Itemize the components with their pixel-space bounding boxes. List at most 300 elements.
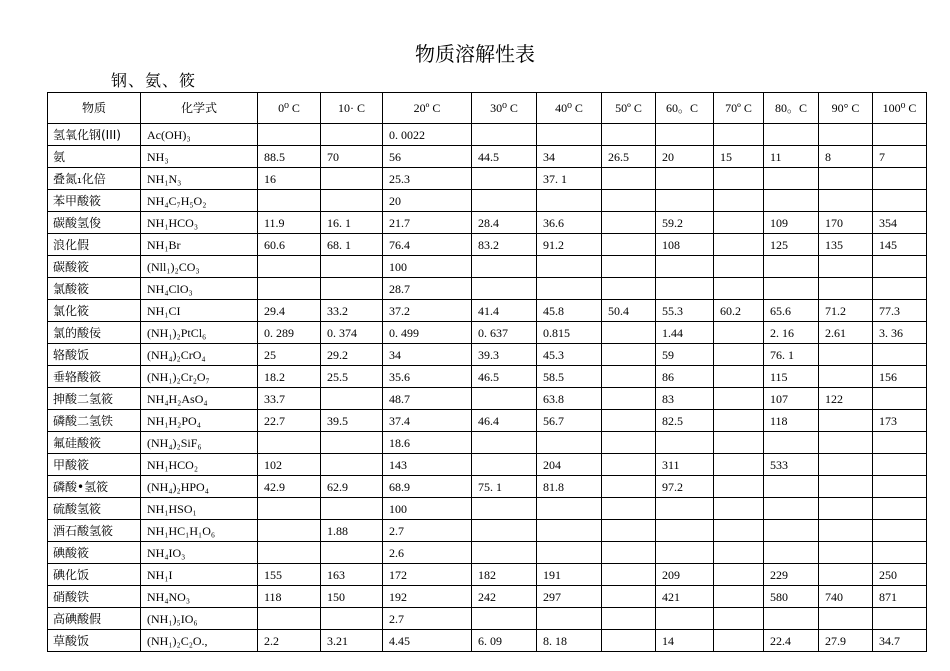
- solubility-cell: 170: [819, 212, 873, 234]
- solubility-cell: [472, 278, 537, 300]
- solubility-cell: 2.6: [383, 542, 472, 564]
- solubility-cell: 2.7: [383, 608, 472, 630]
- solubility-cell: 242: [472, 586, 537, 608]
- solubility-cell: 118: [258, 586, 321, 608]
- solubility-cell: [602, 432, 656, 454]
- solubility-cell: 150: [321, 586, 383, 608]
- substance-name-cell: 氟硅酸筱: [48, 432, 141, 454]
- solubility-cell: [602, 322, 656, 344]
- solubility-cell: [602, 630, 656, 652]
- solubility-cell: 0. 637: [472, 322, 537, 344]
- solubility-cell: 83: [656, 388, 714, 410]
- solubility-cell: [714, 322, 764, 344]
- table-row: [48, 388, 927, 410]
- solubility-cell: 0. 499: [383, 322, 472, 344]
- solubility-cell: 192: [383, 586, 472, 608]
- solubility-cell: [602, 344, 656, 366]
- substance-name-cell: 磷酸•氢筱: [48, 476, 141, 498]
- header-temp-100: 100⁰ C: [873, 93, 927, 124]
- solubility-cell: 48.7: [383, 388, 472, 410]
- solubility-cell: 145: [873, 234, 927, 256]
- solubility-cell: [472, 454, 537, 476]
- table-row: [48, 146, 927, 168]
- solubility-cell: [258, 520, 321, 542]
- solubility-cell: [873, 388, 927, 410]
- solubility-cell: 3.21: [321, 630, 383, 652]
- table-row: [48, 322, 927, 344]
- solubility-cell: 59: [656, 344, 714, 366]
- solubility-cell: [714, 476, 764, 498]
- solubility-cell: [602, 564, 656, 586]
- solubility-cell: [714, 432, 764, 454]
- solubility-cell: [714, 542, 764, 564]
- substance-name-cell: 硫酸氢筱: [48, 498, 141, 520]
- solubility-cell: 18.2: [258, 366, 321, 388]
- solubility-cell: 34.7: [873, 630, 927, 652]
- table-row: [48, 300, 927, 322]
- solubility-cell: [764, 608, 819, 630]
- solubility-cell: 88.5: [258, 146, 321, 168]
- solubility-cell: 156: [873, 366, 927, 388]
- substance-name-cell: 垂辂酸筱: [48, 366, 141, 388]
- solubility-cell: 28.4: [472, 212, 537, 234]
- table-row: [48, 168, 927, 190]
- solubility-cell: [472, 190, 537, 212]
- solubility-cell: 0.815: [537, 322, 602, 344]
- solubility-cell: 0. 289: [258, 322, 321, 344]
- solubility-cell: 56.7: [537, 410, 602, 432]
- substance-name-cell: 硝酸铁: [48, 586, 141, 608]
- solubility-cell: [714, 564, 764, 586]
- solubility-cell: 33.7: [258, 388, 321, 410]
- substance-name-cell: 碳酸氢俊: [48, 212, 141, 234]
- solubility-cell: [819, 124, 873, 146]
- header-temp-0: 0⁰ C: [258, 93, 321, 124]
- solubility-cell: [321, 542, 383, 564]
- solubility-cell: 34: [537, 146, 602, 168]
- solubility-cell: [714, 190, 764, 212]
- solubility-cell: [764, 498, 819, 520]
- solubility-cell: [764, 168, 819, 190]
- solubility-cell: 3. 36: [873, 322, 927, 344]
- solubility-cell: [537, 278, 602, 300]
- substance-name-cell: 高碘酸假: [48, 608, 141, 630]
- solubility-cell: [321, 124, 383, 146]
- solubility-cell: [764, 256, 819, 278]
- page-subtitle: 钢、氨、筱: [111, 71, 197, 90]
- solubility-cell: [819, 366, 873, 388]
- solubility-cell: 65.6: [764, 300, 819, 322]
- solubility-cell: 191: [537, 564, 602, 586]
- solubility-cell: 102: [258, 454, 321, 476]
- solubility-cell: 39.3: [472, 344, 537, 366]
- solubility-cell: 45.8: [537, 300, 602, 322]
- formula-cell: (NH₄)₂SiF₆: [141, 432, 258, 454]
- formula-cell: Ac(OH)₃: [141, 124, 258, 146]
- solubility-cell: [714, 454, 764, 476]
- solubility-cell: [764, 520, 819, 542]
- header-temp-70: 70º C: [714, 93, 764, 124]
- formula-cell: NH₄NO₃: [141, 586, 258, 608]
- table-row: [48, 410, 927, 432]
- solubility-cell: [819, 608, 873, 630]
- solubility-cell: 580: [764, 586, 819, 608]
- table-row: [48, 234, 927, 256]
- substance-name-cell: 氯的酸佞: [48, 322, 141, 344]
- formula-cell: NH₁HCO₃: [141, 212, 258, 234]
- solubility-cell: 125: [764, 234, 819, 256]
- header-temp-50: 50º C: [602, 93, 656, 124]
- solubility-cell: 740: [819, 586, 873, 608]
- solubility-cell: 100: [383, 256, 472, 278]
- solubility-cell: [819, 476, 873, 498]
- solubility-cell: 44.5: [472, 146, 537, 168]
- solubility-cell: 42.9: [258, 476, 321, 498]
- solubility-cell: 2.7: [383, 520, 472, 542]
- formula-cell: (NH₄)₂HPO₄: [141, 476, 258, 498]
- solubility-cell: [602, 168, 656, 190]
- solubility-cell: [602, 410, 656, 432]
- solubility-cell: [873, 608, 927, 630]
- solubility-cell: 1.44: [656, 322, 714, 344]
- solubility-cell: 311: [656, 454, 714, 476]
- substance-name-cell: 苯甲酸筱: [48, 190, 141, 212]
- solubility-cell: [602, 520, 656, 542]
- solubility-cell: 354: [873, 212, 927, 234]
- solubility-cell: [714, 366, 764, 388]
- solubility-cell: 250: [873, 564, 927, 586]
- page-title: 物质溶解性表: [415, 42, 535, 66]
- solubility-cell: 39.5: [321, 410, 383, 432]
- solubility-cell: 20: [383, 190, 472, 212]
- substance-name-cell: 叠氮₁化倍: [48, 168, 141, 190]
- solubility-cell: 118: [764, 410, 819, 432]
- solubility-cell: [472, 168, 537, 190]
- header-temp-60: 60。C: [656, 93, 714, 124]
- solubility-cell: [602, 212, 656, 234]
- solubility-cell: 229: [764, 564, 819, 586]
- solubility-cell: [714, 124, 764, 146]
- solubility-cell: 28.7: [383, 278, 472, 300]
- solubility-cell: [764, 124, 819, 146]
- solubility-cell: [602, 366, 656, 388]
- solubility-cell: [321, 190, 383, 212]
- solubility-cell: [873, 344, 927, 366]
- solubility-cell: [819, 542, 873, 564]
- substance-name-cell: 辂酸饭: [48, 344, 141, 366]
- substance-name-cell: 碳酸筱: [48, 256, 141, 278]
- solubility-cell: [472, 498, 537, 520]
- solubility-cell: 16: [258, 168, 321, 190]
- solubility-cell: 25: [258, 344, 321, 366]
- solubility-cell: 4.45: [383, 630, 472, 652]
- solubility-cell: [258, 124, 321, 146]
- solubility-cell: 182: [472, 564, 537, 586]
- solubility-cell: [321, 278, 383, 300]
- substance-name-cell: 草酸饭: [48, 630, 141, 652]
- solubility-cell: [258, 256, 321, 278]
- solubility-cell: 18.6: [383, 432, 472, 454]
- solubility-cell: 37.4: [383, 410, 472, 432]
- table-row: [48, 278, 927, 300]
- solubility-cell: [819, 256, 873, 278]
- formula-cell: NH₄H₂AsO₄: [141, 388, 258, 410]
- solubility-cell: [819, 520, 873, 542]
- solubility-cell: [472, 608, 537, 630]
- table-row: [48, 476, 927, 498]
- substance-name-cell: 抻酸二氢筱: [48, 388, 141, 410]
- solubility-cell: 63.8: [537, 388, 602, 410]
- table-row: [48, 212, 927, 234]
- solubility-cell: [602, 124, 656, 146]
- formula-cell: (NH₁)₅IO₆: [141, 608, 258, 630]
- solubility-cell: 135: [819, 234, 873, 256]
- formula-cell: NH₄IO₃: [141, 542, 258, 564]
- formula-cell: NH₁N₃: [141, 168, 258, 190]
- solubility-cell: 26.5: [602, 146, 656, 168]
- table-row: [48, 564, 927, 586]
- solubility-cell: [602, 476, 656, 498]
- solubility-cell: 70: [321, 146, 383, 168]
- solubility-cell: [602, 542, 656, 564]
- solubility-cell: [321, 168, 383, 190]
- header-temp-20: 20º C: [383, 93, 472, 124]
- solubility-cell: [819, 278, 873, 300]
- solubility-cell: 34: [383, 344, 472, 366]
- formula-cell: NH₁HCO₂: [141, 454, 258, 476]
- solubility-cell: 33.2: [321, 300, 383, 322]
- substance-name-cell: 氨: [48, 146, 141, 168]
- substance-name-cell: 碘酸筱: [48, 542, 141, 564]
- solubility-cell: [537, 124, 602, 146]
- solubility-cell: 108: [656, 234, 714, 256]
- solubility-cell: [602, 454, 656, 476]
- solubility-cell: 50.4: [602, 300, 656, 322]
- solubility-cell: 15: [714, 146, 764, 168]
- solubility-cell: 109: [764, 212, 819, 234]
- solubility-cell: [873, 498, 927, 520]
- header-temp-40: 40⁰ C: [537, 93, 602, 124]
- solubility-cell: [472, 388, 537, 410]
- solubility-cell: 122: [819, 388, 873, 410]
- substance-name-cell: 碘化饭: [48, 564, 141, 586]
- solubility-cell: 46.4: [472, 410, 537, 432]
- solubility-cell: [537, 608, 602, 630]
- header-temp-10: 10· C: [321, 93, 383, 124]
- formula-cell: (Nll₁)₂CO₃: [141, 256, 258, 278]
- solubility-cell: [321, 454, 383, 476]
- solubility-cell: [656, 498, 714, 520]
- solubility-cell: 2.61: [819, 322, 873, 344]
- table-row: [48, 608, 927, 630]
- table-row: [48, 190, 927, 212]
- formula-cell: NH₁H₂PO₄: [141, 410, 258, 432]
- table-row: [48, 498, 927, 520]
- header-temp-90: 90° C: [819, 93, 873, 124]
- solubility-cell: 36.6: [537, 212, 602, 234]
- solubility-cell: 76. 1: [764, 344, 819, 366]
- solubility-cell: 143: [383, 454, 472, 476]
- table-row: [48, 520, 927, 542]
- solubility-cell: 68.9: [383, 476, 472, 498]
- solubility-cell: [472, 256, 537, 278]
- solubility-cell: [714, 520, 764, 542]
- solubility-cell: [656, 432, 714, 454]
- solubility-cell: 59.2: [656, 212, 714, 234]
- table-row: [48, 586, 927, 608]
- solubility-cell: 97.2: [656, 476, 714, 498]
- solubility-cell: [537, 542, 602, 564]
- solubility-cell: [714, 630, 764, 652]
- solubility-cell: [258, 190, 321, 212]
- solubility-cell: [764, 476, 819, 498]
- table-row: [48, 542, 927, 564]
- solubility-cell: [873, 476, 927, 498]
- table-row: [48, 256, 927, 278]
- solubility-cell: 533: [764, 454, 819, 476]
- header-row: [48, 93, 927, 124]
- solubility-cell: [764, 190, 819, 212]
- solubility-cell: [656, 520, 714, 542]
- solubility-cell: 45.3: [537, 344, 602, 366]
- solubility-cell: 71.2: [819, 300, 873, 322]
- solubility-cell: [656, 542, 714, 564]
- header-formula: 化学式: [141, 93, 258, 124]
- solubility-cell: 6. 09: [472, 630, 537, 652]
- formula-cell: NH₃: [141, 146, 258, 168]
- solubility-cell: 56: [383, 146, 472, 168]
- table-row: [48, 124, 927, 146]
- solubility-cell: 204: [537, 454, 602, 476]
- solubility-cell: 75. 1: [472, 476, 537, 498]
- solubility-cell: 11.9: [258, 212, 321, 234]
- solubility-cell: 421: [656, 586, 714, 608]
- solubility-cell: [321, 432, 383, 454]
- solubility-cell: [873, 432, 927, 454]
- solubility-cell: [321, 498, 383, 520]
- solubility-cell: [258, 608, 321, 630]
- solubility-cell: [873, 190, 927, 212]
- solubility-cell: [258, 542, 321, 564]
- solubility-cell: [714, 586, 764, 608]
- solubility-cell: [714, 608, 764, 630]
- solubility-cell: 22.4: [764, 630, 819, 652]
- substance-name-cell: 甲酸筱: [48, 454, 141, 476]
- solubility-cell: [764, 278, 819, 300]
- solubility-cell: 8. 18: [537, 630, 602, 652]
- table-row: [48, 630, 927, 652]
- solubility-cell: 37. 1: [537, 168, 602, 190]
- table-row: [48, 432, 927, 454]
- solubility-cell: 35.6: [383, 366, 472, 388]
- solubility-cell: [321, 256, 383, 278]
- solubility-cell: 2.2: [258, 630, 321, 652]
- solubility-cell: [537, 520, 602, 542]
- solubility-cell: [656, 608, 714, 630]
- solubility-cell: [602, 190, 656, 212]
- substance-name-cell: 磷酸二氢铁: [48, 410, 141, 432]
- solubility-cell: [258, 498, 321, 520]
- solubility-cell: 11: [764, 146, 819, 168]
- solubility-cell: 1.88: [321, 520, 383, 542]
- solubility-cell: 58.5: [537, 366, 602, 388]
- solubility-cell: [714, 168, 764, 190]
- solubility-cell: [656, 168, 714, 190]
- solubility-cell: [873, 542, 927, 564]
- solubility-cell: 21.7: [383, 212, 472, 234]
- solubility-cell: [472, 432, 537, 454]
- solubility-cell: [819, 498, 873, 520]
- solubility-cell: 107: [764, 388, 819, 410]
- solubility-cell: 77.3: [873, 300, 927, 322]
- solubility-cell: 8: [819, 146, 873, 168]
- solubility-cell: [714, 212, 764, 234]
- solubility-cell: [537, 190, 602, 212]
- solubility-cell: 209: [656, 564, 714, 586]
- formula-cell: (NH₁)₂Cr₂O₇: [141, 366, 258, 388]
- solubility-cell: 60.6: [258, 234, 321, 256]
- solubility-table: [47, 92, 927, 652]
- table-row: [48, 344, 927, 366]
- solubility-cell: 82.5: [656, 410, 714, 432]
- table-row: [48, 454, 927, 476]
- solubility-cell: [472, 542, 537, 564]
- solubility-cell: [873, 454, 927, 476]
- solubility-cell: [472, 520, 537, 542]
- solubility-cell: [321, 608, 383, 630]
- header-substance: 物质: [48, 93, 141, 124]
- solubility-cell: [602, 586, 656, 608]
- substance-name-cell: 浪化假: [48, 234, 141, 256]
- solubility-cell: 91.2: [537, 234, 602, 256]
- solubility-cell: 0. 0022: [383, 124, 472, 146]
- solubility-cell: [873, 520, 927, 542]
- substance-name-cell: 氢氧化钢(III): [48, 124, 141, 146]
- solubility-cell: [656, 278, 714, 300]
- header-temp-30: 30⁰ C: [472, 93, 537, 124]
- solubility-cell: 115: [764, 366, 819, 388]
- solubility-cell: [819, 564, 873, 586]
- solubility-cell: 81.8: [537, 476, 602, 498]
- solubility-cell: 55.3: [656, 300, 714, 322]
- solubility-cell: 60.2: [714, 300, 764, 322]
- solubility-cell: 41.4: [472, 300, 537, 322]
- solubility-cell: [602, 234, 656, 256]
- formula-cell: (NH₁)₂PtCl₆: [141, 322, 258, 344]
- solubility-cell: 86: [656, 366, 714, 388]
- solubility-cell: 20: [656, 146, 714, 168]
- formula-cell: NH₁HC₁H₁O₆: [141, 520, 258, 542]
- solubility-cell: [258, 278, 321, 300]
- solubility-cell: 163: [321, 564, 383, 586]
- solubility-cell: [764, 542, 819, 564]
- solubility-cell: 29.2: [321, 344, 383, 366]
- solubility-cell: 297: [537, 586, 602, 608]
- solubility-cell: [602, 278, 656, 300]
- solubility-cell: 0. 374: [321, 322, 383, 344]
- solubility-cell: 76.4: [383, 234, 472, 256]
- solubility-cell: [873, 256, 927, 278]
- formula-cell: NH₁CI: [141, 300, 258, 322]
- table-body: [48, 124, 927, 652]
- solubility-cell: [714, 410, 764, 432]
- solubility-cell: [714, 388, 764, 410]
- formula-cell: (NH₄)₂CrO₄: [141, 344, 258, 366]
- table-row: [48, 366, 927, 388]
- formula-cell: NH₁I: [141, 564, 258, 586]
- solubility-cell: [321, 388, 383, 410]
- solubility-cell: [602, 388, 656, 410]
